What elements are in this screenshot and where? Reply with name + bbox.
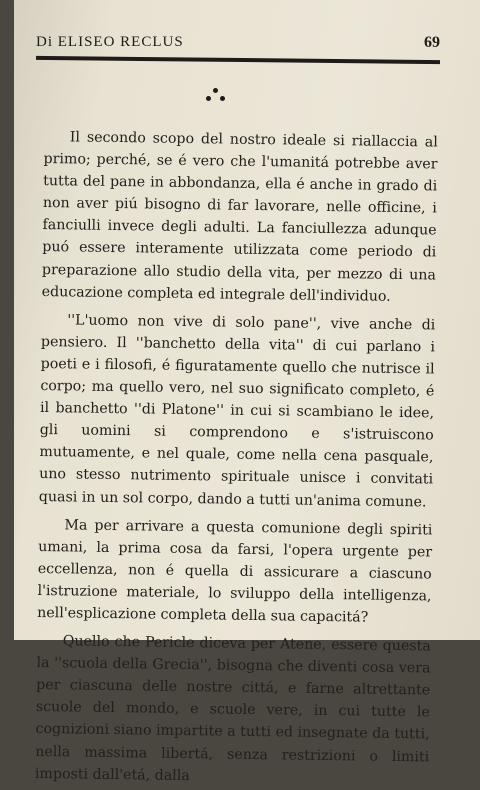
page-number: 69 [424, 34, 440, 51]
running-header [36, 34, 440, 56]
body-text [35, 126, 438, 790]
paragraph: ''L'uomo non vive di solo pane'', vive anche di pensiero. Il ''banchetto della vita'' di cui parlano i poeti e i filosofi, é figuratamente quello che nutrisce il corpo; ma quello vero, nel suo significato completo, é il banchetto ''di Platone'' in cui si scambiano le idee, gli uomini si comprendono e s'istruiscono mutuamente, e nel quale, come nella cena pasquale, uno stesso nutrimento spirituale unisce i convitati quasi in un sol corpo, dando a tutti un'anima comune. [38, 312, 436, 510]
paragraph: Quello che Pericle diceva per Atene, essere questa la ''scuola della Grecia'', bisogna che diventi cosa vera per ciascuna delle nostre cittá, e farne altrettante scuole del mondo, e scuole vere, in cui tutte le cognizioni siano impartite a tutti ed insegnate da tutti, nella massima libertá, senza restrizioni o limiti imposti dall'etá, dalla [34, 633, 431, 784]
paragraph: Il secondo scopo del nostro ideale si riallaccia al primo; perché, se é vero che l'umanitá potrebbe aver tutta del pane in abbondanza, ella é anche in grado di non aver piú bisogno di far lavorare, nelle officine, i fanciulli invece degli adulti. La fanciullezza adunque puó essere interamente utilizzata come periodo di preparazione allo studio della vita, per mezzo di una educazione completa ed integrale dell'individuo. [41, 129, 438, 305]
header-rule [36, 56, 440, 64]
paragraph: Ma per arrivare a questa comunione degli spiriti umani, la prima cosa da farsi, l'opera urgente per eccellenza, non é quella di assicurare a ciascuno l'istruzione materiale, lo sviluppo della intelligenza, nell'esplicazione completa della sua capacitá? [37, 516, 433, 626]
running-head-author: Di ELISEO RECLUS [36, 34, 184, 50]
book-page [14, 0, 480, 784]
three-dots-ornament-icon [204, 88, 228, 104]
